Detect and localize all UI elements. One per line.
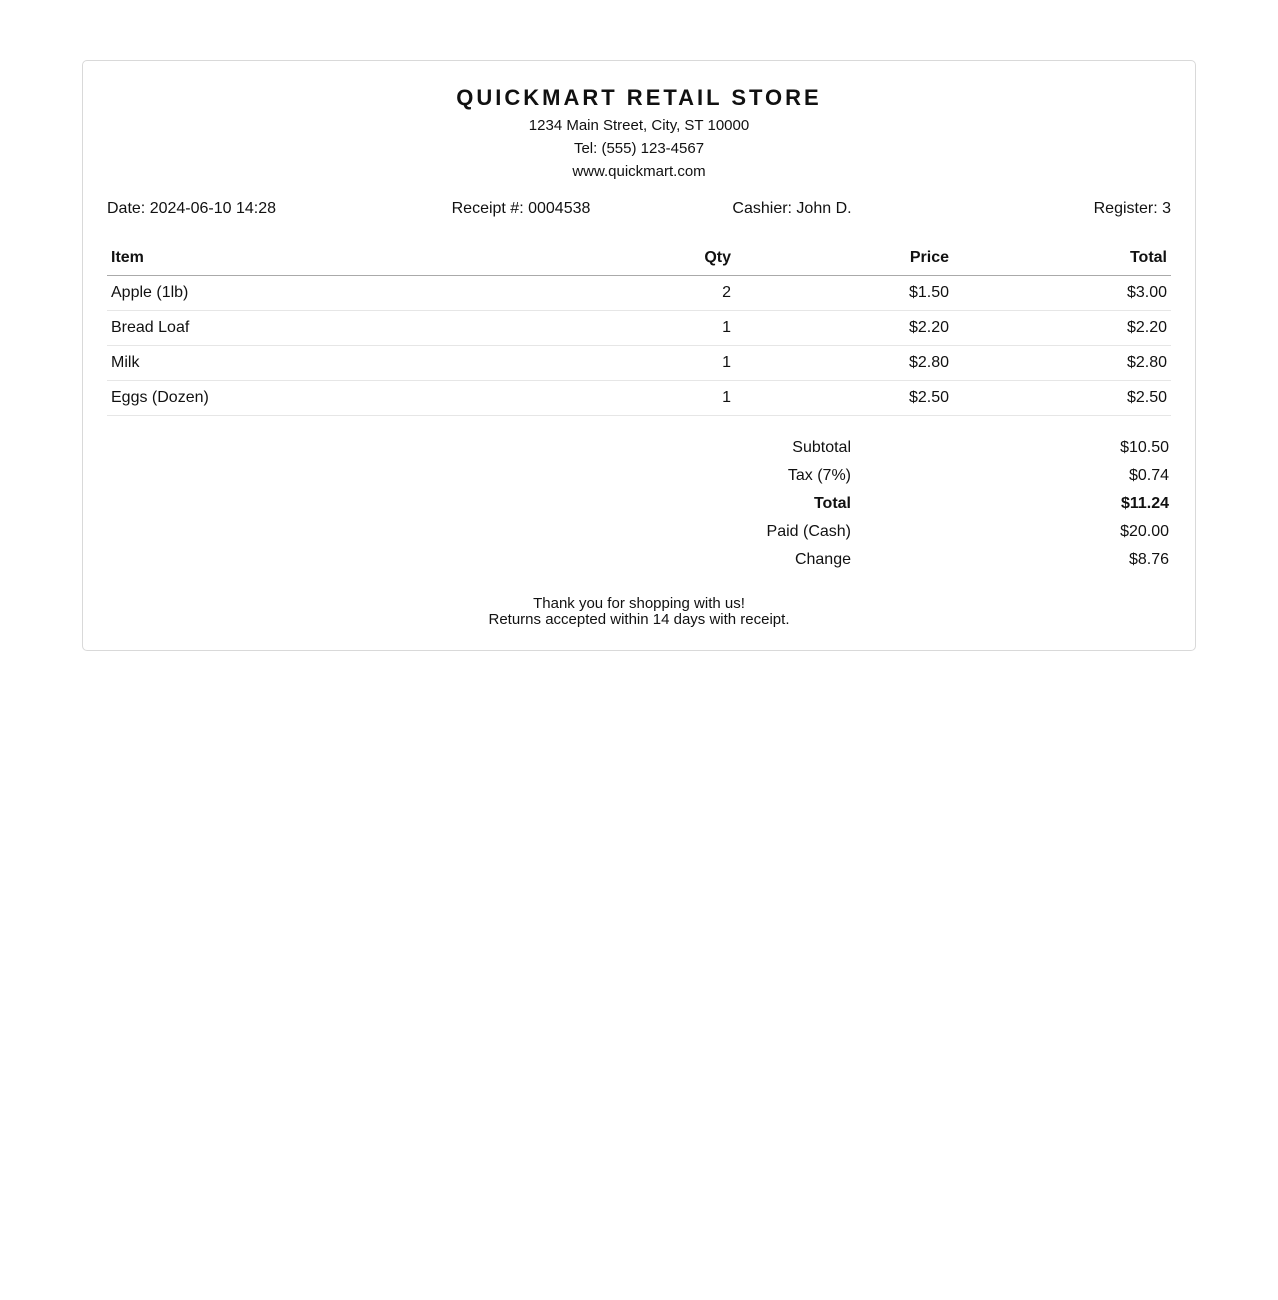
item-price: $2.50 [735,381,953,416]
item-price: $2.20 [735,311,953,346]
subtotal-value: $10.50 [1120,439,1169,456]
table-row [107,381,1171,416]
returns-policy: Returns accepted within 14 days with receipt. [488,611,790,628]
paid-row [107,522,1171,550]
item-qty: 1 [627,346,735,381]
store-name: QUICKMART RETAIL STORE [456,85,822,110]
item-qty: 1 [627,381,735,416]
column-header-price: Price [735,243,953,276]
items-table [107,243,1171,416]
tax-value: $0.74 [1128,467,1169,484]
item-name: Milk [107,346,627,381]
receipt-number: Receipt #: 0004538 [451,200,591,217]
change-value: $8.76 [1128,551,1169,568]
total-value: $11.24 [1120,495,1169,512]
table-row [107,346,1171,381]
total-label: Total [813,495,851,512]
subtotal-label: Subtotal [792,439,851,456]
receipt-meta [107,199,1171,219]
column-header-qty: Qty [627,243,735,276]
receipt-header [107,85,1171,183]
item-total: $2.80 [953,346,1171,381]
receipt-date: Date: 2024-06-10 14:28 [107,200,277,217]
receipt-card [82,60,1196,651]
store-website: www.quickmart.com [572,163,706,180]
item-qty: 1 [627,311,735,346]
totals-section [107,438,1171,578]
item-qty: 2 [627,276,735,311]
item-total: $3.00 [953,276,1171,311]
column-header-total: Total [953,243,1171,276]
table-header-row [107,243,1171,276]
register-number: Register: 3 [1093,200,1171,217]
receipt-footer [107,596,1171,628]
subtotal-row [107,438,1171,466]
item-name: Eggs (Dozen) [107,381,627,416]
column-header-item: Item [107,243,627,276]
thank-you-message: Thank you for shopping with us! [533,595,745,612]
paid-label: Paid (Cash) [766,523,851,540]
store-address: 1234 Main Street, City, ST 10000 [528,117,750,134]
item-name: Apple (1lb) [107,276,627,311]
item-price: $1.50 [735,276,953,311]
tax-row [107,466,1171,494]
change-label: Change [794,551,851,568]
change-row [107,550,1171,578]
store-phone: Tel: (555) 123-4567 [573,140,705,157]
tax-label: Tax (7%) [787,467,851,484]
item-total: $2.50 [953,381,1171,416]
table-row [107,311,1171,346]
paid-value: $20.00 [1120,523,1169,540]
item-name: Bread Loaf [107,311,627,346]
total-row [107,494,1171,522]
item-price: $2.80 [735,346,953,381]
cashier-name: Cashier: John D. [732,200,852,217]
item-total: $2.20 [953,311,1171,346]
table-row [107,276,1171,311]
